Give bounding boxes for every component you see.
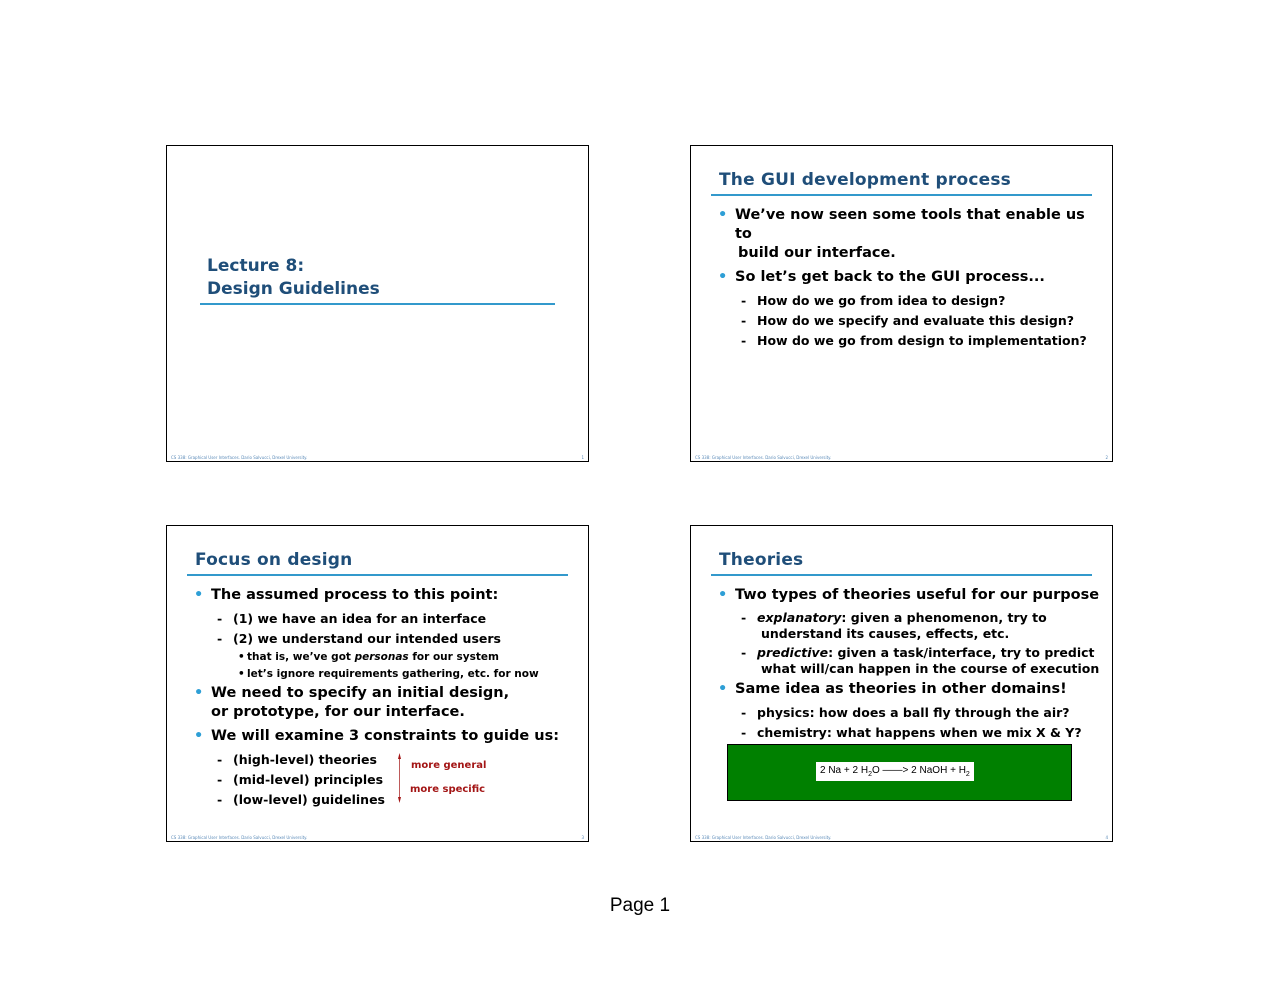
slide-1 [166, 145, 589, 462]
lecture-topic: Design Guidelines [207, 279, 380, 299]
sub-bullet: - predictive: given a task/interface, try to predict what will/can happen in the course of execution [718, 645, 1104, 677]
slide-title: Focus on design [195, 550, 353, 570]
bullet [718, 206, 1104, 263]
slide-footer: CS 338: Graphical User Interfaces. Dario Salvucci, Drexel University. [171, 455, 308, 460]
bullet [194, 684, 580, 722]
more-specific-label: more specific [410, 784, 486, 795]
bullet-text: • We need to specify an initial design, [211, 685, 510, 701]
sub-sub-bullet: • let’s ignore requirements gathering, etc. for now [194, 667, 580, 681]
sub-bullet: - physics: how does a ball fly through the air? [718, 704, 1104, 721]
bullet-text: • We’ve now seen some tools that enable us to [735, 207, 1085, 242]
sub-bullet: - How do we specify and evaluate this design? [718, 312, 1104, 329]
title-rule [711, 574, 1092, 576]
chemical-equation: 2 Na + 2 $H_2O$ ——> 2 NaOH + $H_2$ [816, 762, 974, 781]
constraint-item: - (low-level) guidelines [194, 791, 580, 808]
equation-panel [727, 744, 1072, 801]
page-label: Page 1 [609, 895, 671, 916]
slide-3 [166, 525, 589, 842]
slide-title: Theories [719, 550, 804, 570]
bullet: • So let’s get back to the GUI process... [718, 268, 1104, 287]
title-rule [187, 574, 568, 576]
bullet: • Same idea as theories in other domains! [718, 680, 1104, 699]
slide-title: The GUI development process [719, 170, 1012, 190]
sub-bullet-cont: what will/can happen in the course of execution [761, 661, 1100, 676]
constraint-item: - (high-level) theories [194, 751, 580, 768]
sub-bullet: - chemistry: what happens when we mix X & Y? [718, 724, 1104, 741]
slide-number: 1 [581, 455, 584, 460]
slide-footer: CS 338: Graphical User Interfaces. Dario Salvucci, Drexel University. [695, 835, 832, 840]
sub-bullet: - How do we go from idea to design? [718, 292, 1104, 309]
slide-2 [690, 145, 1113, 462]
bullet: • The assumed process to this point: [194, 586, 580, 605]
sub-sub-bullet: • that is, we’ve got personas for our system [194, 650, 580, 664]
double-arrow-icon [398, 753, 401, 803]
constraint-item: - (mid-level) principles [194, 771, 580, 788]
sub-bullet: - explanatory: given a phenomenon, try to understand its causes, effects, etc. [718, 610, 1104, 642]
slide-body [718, 206, 1104, 352]
sub-bullet: - How do we go from design to implementation? [718, 332, 1104, 349]
bullet: • We will examine 3 constraints to guide us: [194, 727, 580, 746]
slide-body [718, 586, 1104, 744]
sub-bullet-cont: understand its causes, effects, etc. [761, 626, 1010, 641]
slide-body [194, 586, 580, 811]
bullet-text-cont: build our interface. [738, 245, 896, 261]
slide-number: 3 [581, 835, 584, 840]
slide-number: 2 [1105, 455, 1108, 460]
title-rule [711, 194, 1092, 196]
title-rule [200, 303, 555, 305]
slide-footer: CS 338: Graphical User Interfaces. Dario Salvucci, Drexel University. [171, 835, 308, 840]
bullet-text-cont: or prototype, for our interface. [211, 704, 465, 720]
more-general-label: more general [411, 760, 487, 771]
slide-4 [690, 525, 1113, 842]
lecture-number: Lecture 8: [207, 256, 305, 276]
lecture-title [207, 255, 380, 301]
sub-bullet: - (2) we understand our intended users [194, 630, 580, 647]
bullet: • Two types of theories useful for our purpose [718, 586, 1104, 605]
sub-bullet: - (1) we have an idea for an interface [194, 610, 580, 627]
slide-number: 4 [1105, 835, 1108, 840]
slide-footer: CS 338: Graphical User Interfaces. Dario Salvucci, Drexel University. [695, 455, 832, 460]
